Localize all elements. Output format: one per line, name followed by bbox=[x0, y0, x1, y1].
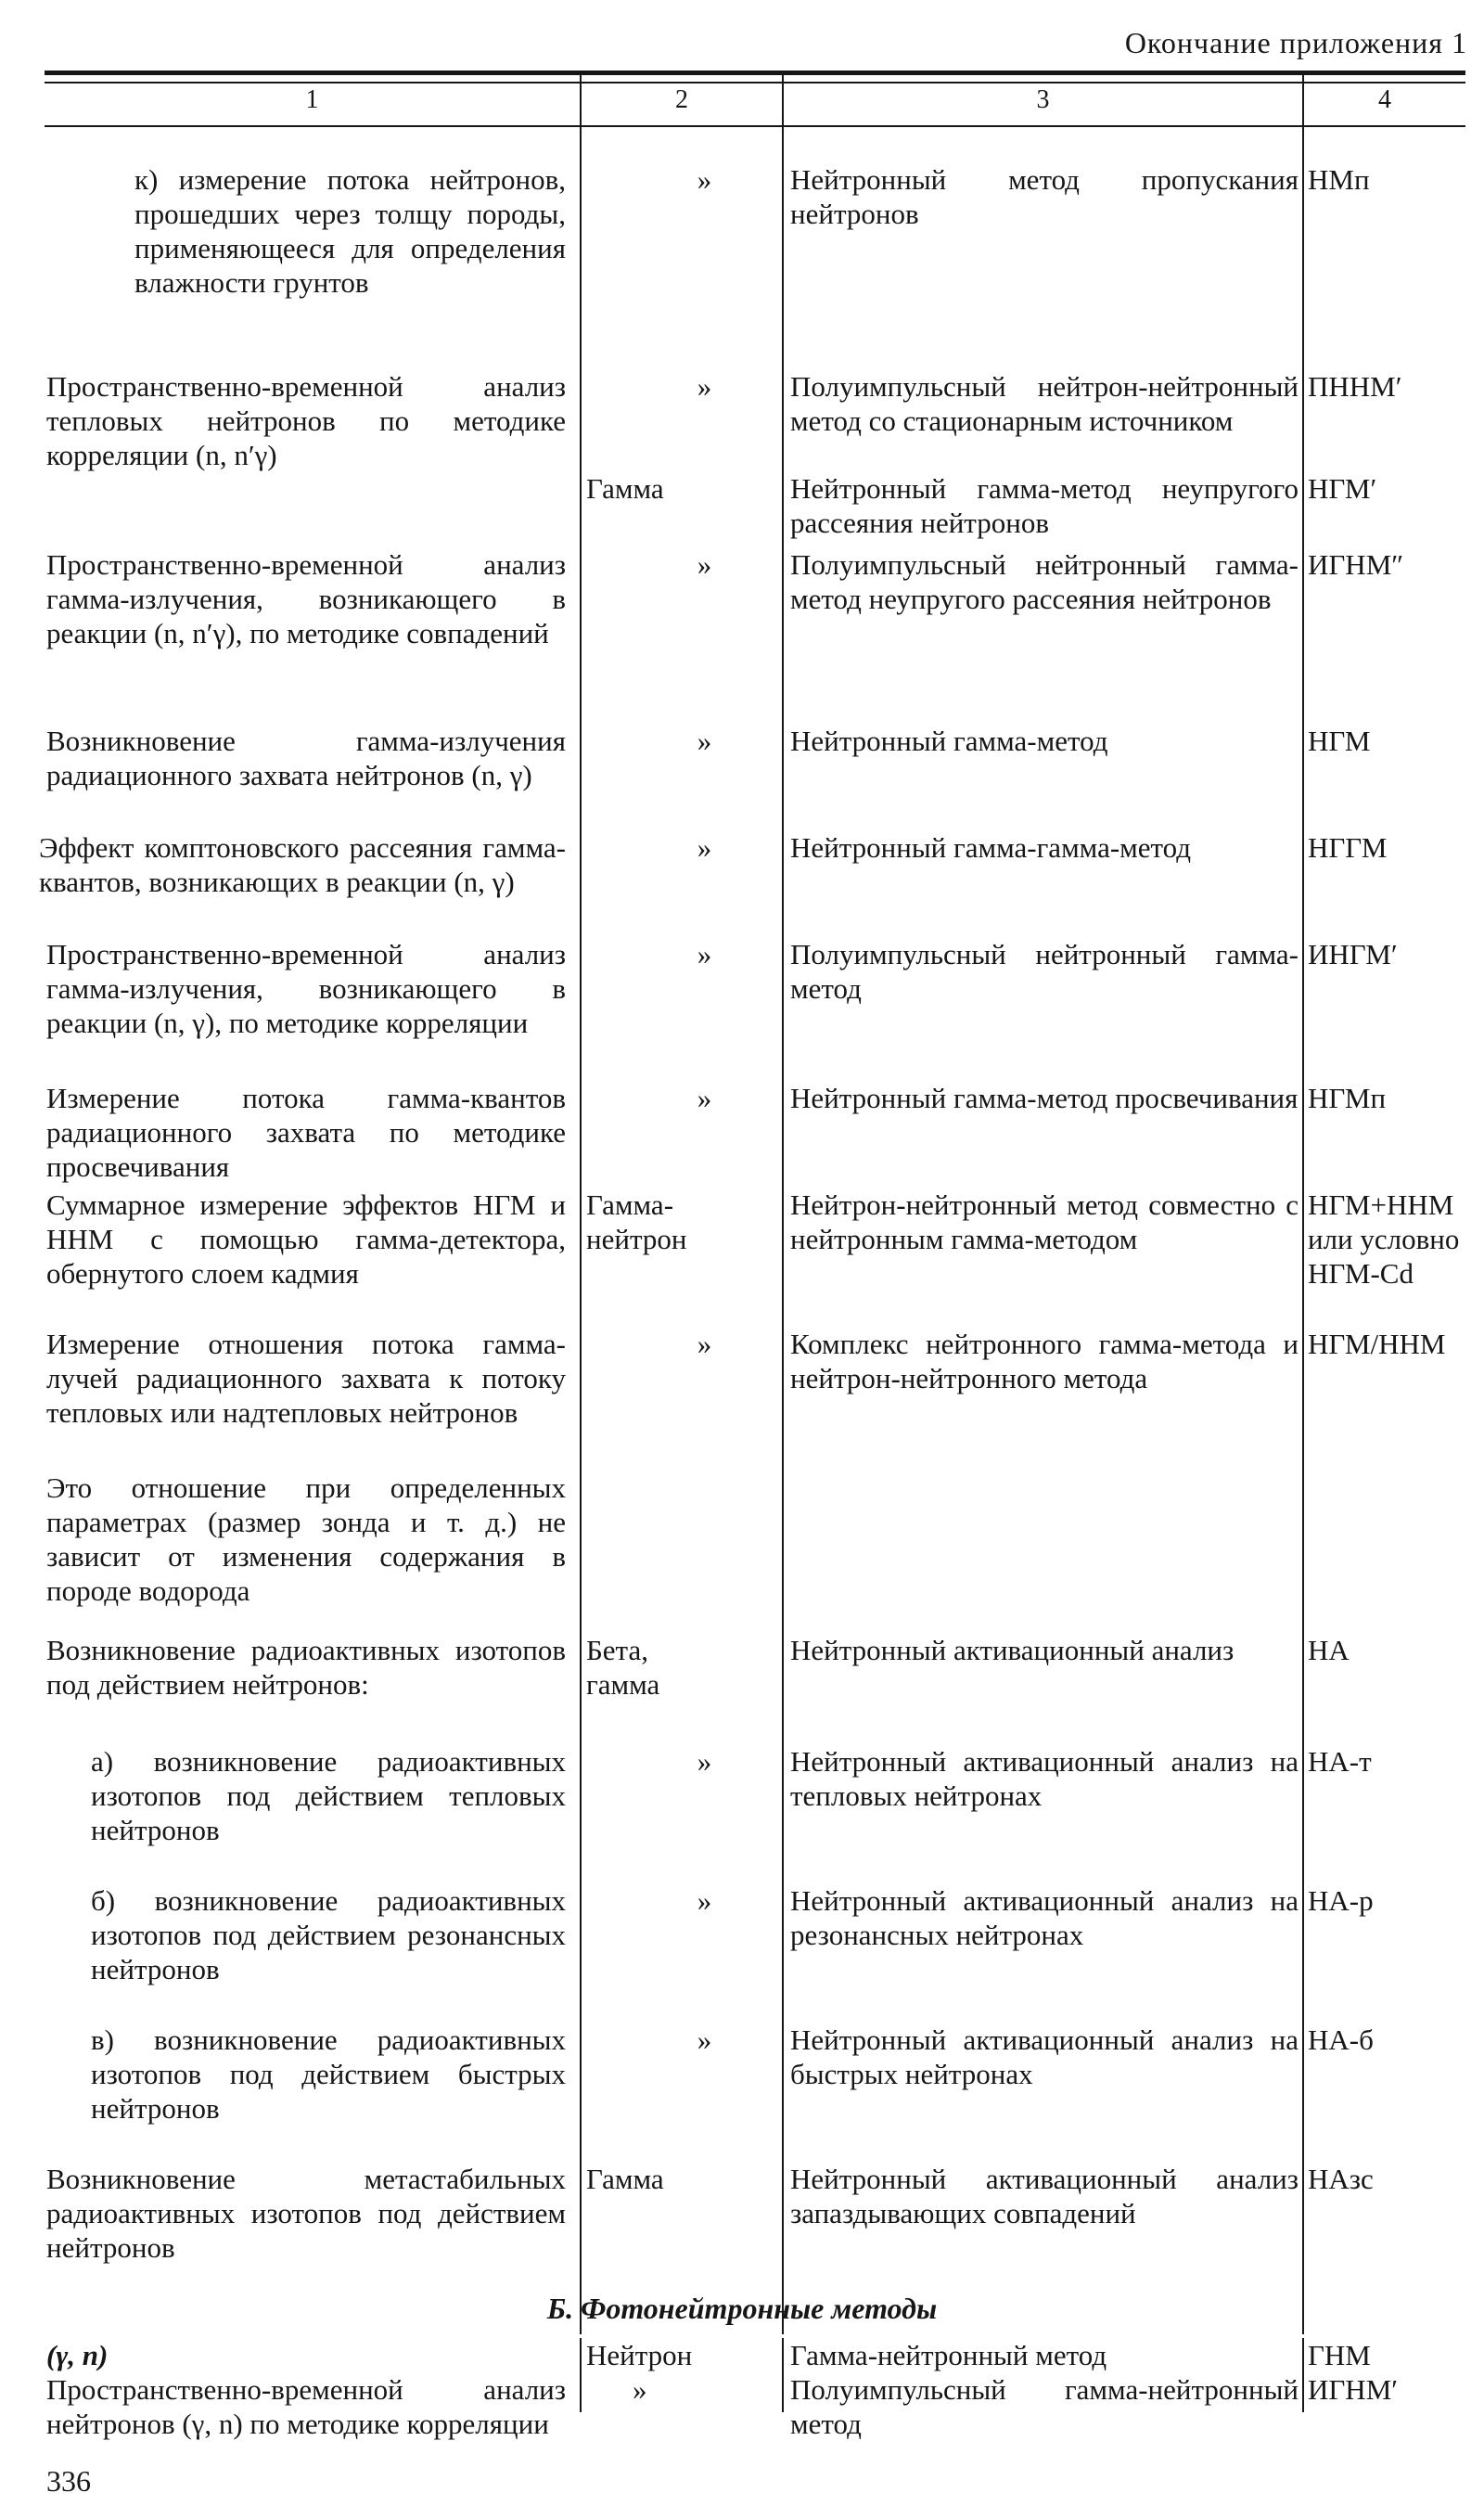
method-name: Нейтрон-нейтронный метод совместно с нейтронным гамма-методом bbox=[790, 1188, 1298, 1255]
method-abbr: НГГМ bbox=[1308, 831, 1388, 864]
column-divider-3 bbox=[1302, 71, 1304, 2334]
method-abbr: ПННМ′ bbox=[1308, 370, 1402, 403]
method-basis: к) измерение потока нейтронов, прошедших через толщу породы, применяющееся для определения влажности грунтов bbox=[134, 163, 566, 299]
method-name: Нейтронный гамма-метод неупругого рассеяния нейтронов bbox=[790, 472, 1298, 539]
method-basis: Возникновение метастабильных радиоактивных изотопов под действием нейтронов bbox=[46, 2163, 566, 2264]
radiation-type: » bbox=[697, 831, 712, 864]
method-abbr: ИНГМ′ bbox=[1308, 938, 1398, 970]
top-rule bbox=[45, 71, 1465, 75]
method-abbr: НГМ+ННМ или условно НГМ-Cd bbox=[1308, 1188, 1460, 1290]
method-name: Нейтронный гамма-метод просвечивания bbox=[790, 1082, 1298, 1114]
method-name: Полуимпульсный нейтрон-нейтронный метод со стационарным источником bbox=[790, 370, 1298, 437]
method-name: Нейтронный гамма-метод bbox=[790, 725, 1108, 757]
method-basis: Измерение потока гамма-квантов радиационного захвата по методике просвечивания bbox=[46, 1082, 566, 1183]
column-divider-1 bbox=[580, 71, 582, 2334]
method-abbr: ИГНМ′ bbox=[1308, 2373, 1399, 2406]
radiation-type: » bbox=[697, 725, 712, 757]
method-abbr: НГМ′ bbox=[1308, 472, 1377, 505]
continuation-label: Окончание приложения 1 bbox=[1124, 26, 1467, 59]
method-abbr: ГНМ bbox=[1308, 2339, 1371, 2371]
method-abbr: НА-р bbox=[1308, 1884, 1374, 1917]
radiation-type: » bbox=[697, 163, 712, 196]
method-abbr: НА bbox=[1308, 1634, 1350, 1666]
method-basis: Суммарное измерение эффектов НГМ и ННМ с помощью гамма-детектора, обернутого слоем кадмия bbox=[46, 1188, 566, 1290]
method-note: Это отношение при определенных параметрах (размер зонда и т. д.) не зависит от изменения содержания в породе водорода bbox=[46, 1471, 566, 1607]
radiation-type: Гамма bbox=[586, 2163, 664, 2195]
header-rule-bottom bbox=[45, 125, 1465, 127]
column-header-4: 4 bbox=[1378, 85, 1391, 114]
method-abbr: НГМп bbox=[1308, 1082, 1387, 1114]
radiation-type: » bbox=[697, 1745, 712, 1778]
method-name: Полуимпульсный нейтронный гамма-метод неупругого рассеяния нейтронов bbox=[790, 548, 1298, 615]
method-name: Полуимпульсный гамма-нейтронный метод bbox=[790, 2373, 1298, 2440]
method-name: Нейтронный активационный анализ запаздывающих совпадений bbox=[790, 2163, 1298, 2229]
method-abbr: ИГНМ″ bbox=[1308, 548, 1404, 581]
method-name: Полуимпульсный нейтронный гамма-метод bbox=[790, 938, 1298, 1005]
method-basis: Пространственно-временной анализ гамма-излучения, возникающего в реакции (n, n′γ), по методике совпадений bbox=[46, 548, 566, 649]
method-basis: Возникновение радиоактивных изотопов под действием нейтронов: bbox=[46, 1634, 566, 1701]
radiation-type: » bbox=[697, 1082, 712, 1114]
method-basis: Эффект комптоновского рассеяния гамма-квантов, возникающих в реакции (n, γ) bbox=[39, 831, 566, 898]
method-abbr: НМп bbox=[1308, 163, 1370, 196]
method-basis: Измерение отношения потока гамма-лучей радиационного захвата к потоку тепловых или надтепловых нейтронов bbox=[46, 1328, 566, 1429]
method-name: Нейтронный активационный анализ на резонансных нейтронах bbox=[790, 1884, 1298, 1951]
column-header-1: 1 bbox=[305, 85, 319, 114]
method-abbr: НГМ/ННМ bbox=[1308, 1328, 1446, 1360]
method-abbr: НАзс bbox=[1308, 2163, 1374, 2195]
column-header-3: 3 bbox=[1036, 85, 1050, 114]
radiation-type: » bbox=[697, 370, 712, 403]
method-basis: Пространственно-временной анализ нейтронов (γ, n) по методике корреляции bbox=[46, 2373, 566, 2440]
header-rule-top bbox=[45, 82, 1465, 84]
section-title: Б. Фотонейтронные методы bbox=[546, 2292, 938, 2325]
method-abbr: НА-т bbox=[1308, 1745, 1372, 1778]
radiation-type: Бета, гамма bbox=[586, 1634, 660, 1701]
radiation-type: » bbox=[697, 548, 712, 581]
method-basis: Пространственно-временной анализ гамма-излучения, возникающего в реакции (n, γ), по методике корреляции bbox=[46, 938, 566, 1039]
method-basis: б) возникновение радиоактивных изотопов под действием резонансных нейтронов bbox=[91, 1884, 566, 1985]
method-name: Гамма-нейтронный метод bbox=[790, 2339, 1107, 2371]
reaction-label: (γ, n) bbox=[46, 2339, 109, 2371]
column-divider-1b bbox=[580, 2338, 582, 2412]
method-name: Нейтронный активационный анализ на тепловых нейтронах bbox=[790, 1745, 1298, 1812]
method-name: Нейтронный активационный анализ на быстрых нейтронах bbox=[790, 2023, 1298, 2090]
method-basis: в) возникновение радиоактивных изотопов под действием быстрых нейтронов bbox=[91, 2023, 566, 2125]
method-name: Нейтронный метод пропускания нейтронов bbox=[790, 163, 1298, 230]
radiation-type: » bbox=[697, 1884, 712, 1917]
method-basis: а) возникновение радиоактивных изотопов под действием тепловых нейтронов bbox=[91, 1745, 566, 1846]
page-number: 336 bbox=[46, 2464, 91, 2498]
radiation-type: » bbox=[697, 938, 712, 970]
radiation-type: Гамма bbox=[586, 472, 664, 505]
method-name: Нейтронный активационный анализ bbox=[790, 1634, 1235, 1666]
column-divider-2 bbox=[782, 71, 784, 2334]
radiation-type: » bbox=[633, 2373, 647, 2406]
method-name: Нейтронный гамма-гамма-метод bbox=[790, 831, 1192, 864]
method-basis: Возникновение гамма-излучения радиационного захвата нейтронов (n, γ) bbox=[46, 725, 566, 791]
radiation-type: » bbox=[697, 2023, 712, 2056]
radiation-type: Гамма-нейтрон bbox=[586, 1188, 687, 1255]
method-basis: Пространственно-временной анализ тепловых нейтронов по методике корреляции (n, n′γ) bbox=[46, 370, 566, 471]
column-divider-2b bbox=[782, 2338, 784, 2412]
column-divider-3b bbox=[1302, 2338, 1304, 2412]
method-abbr: НГМ bbox=[1308, 725, 1371, 757]
radiation-type: » bbox=[697, 1328, 712, 1360]
column-header-2: 2 bbox=[675, 85, 688, 114]
method-name: Комплекс нейтронного гамма-метода и нейтрон-нейтронного метода bbox=[790, 1328, 1298, 1394]
method-abbr: НА-б bbox=[1308, 2023, 1374, 2056]
radiation-type: Нейтрон bbox=[586, 2339, 693, 2371]
